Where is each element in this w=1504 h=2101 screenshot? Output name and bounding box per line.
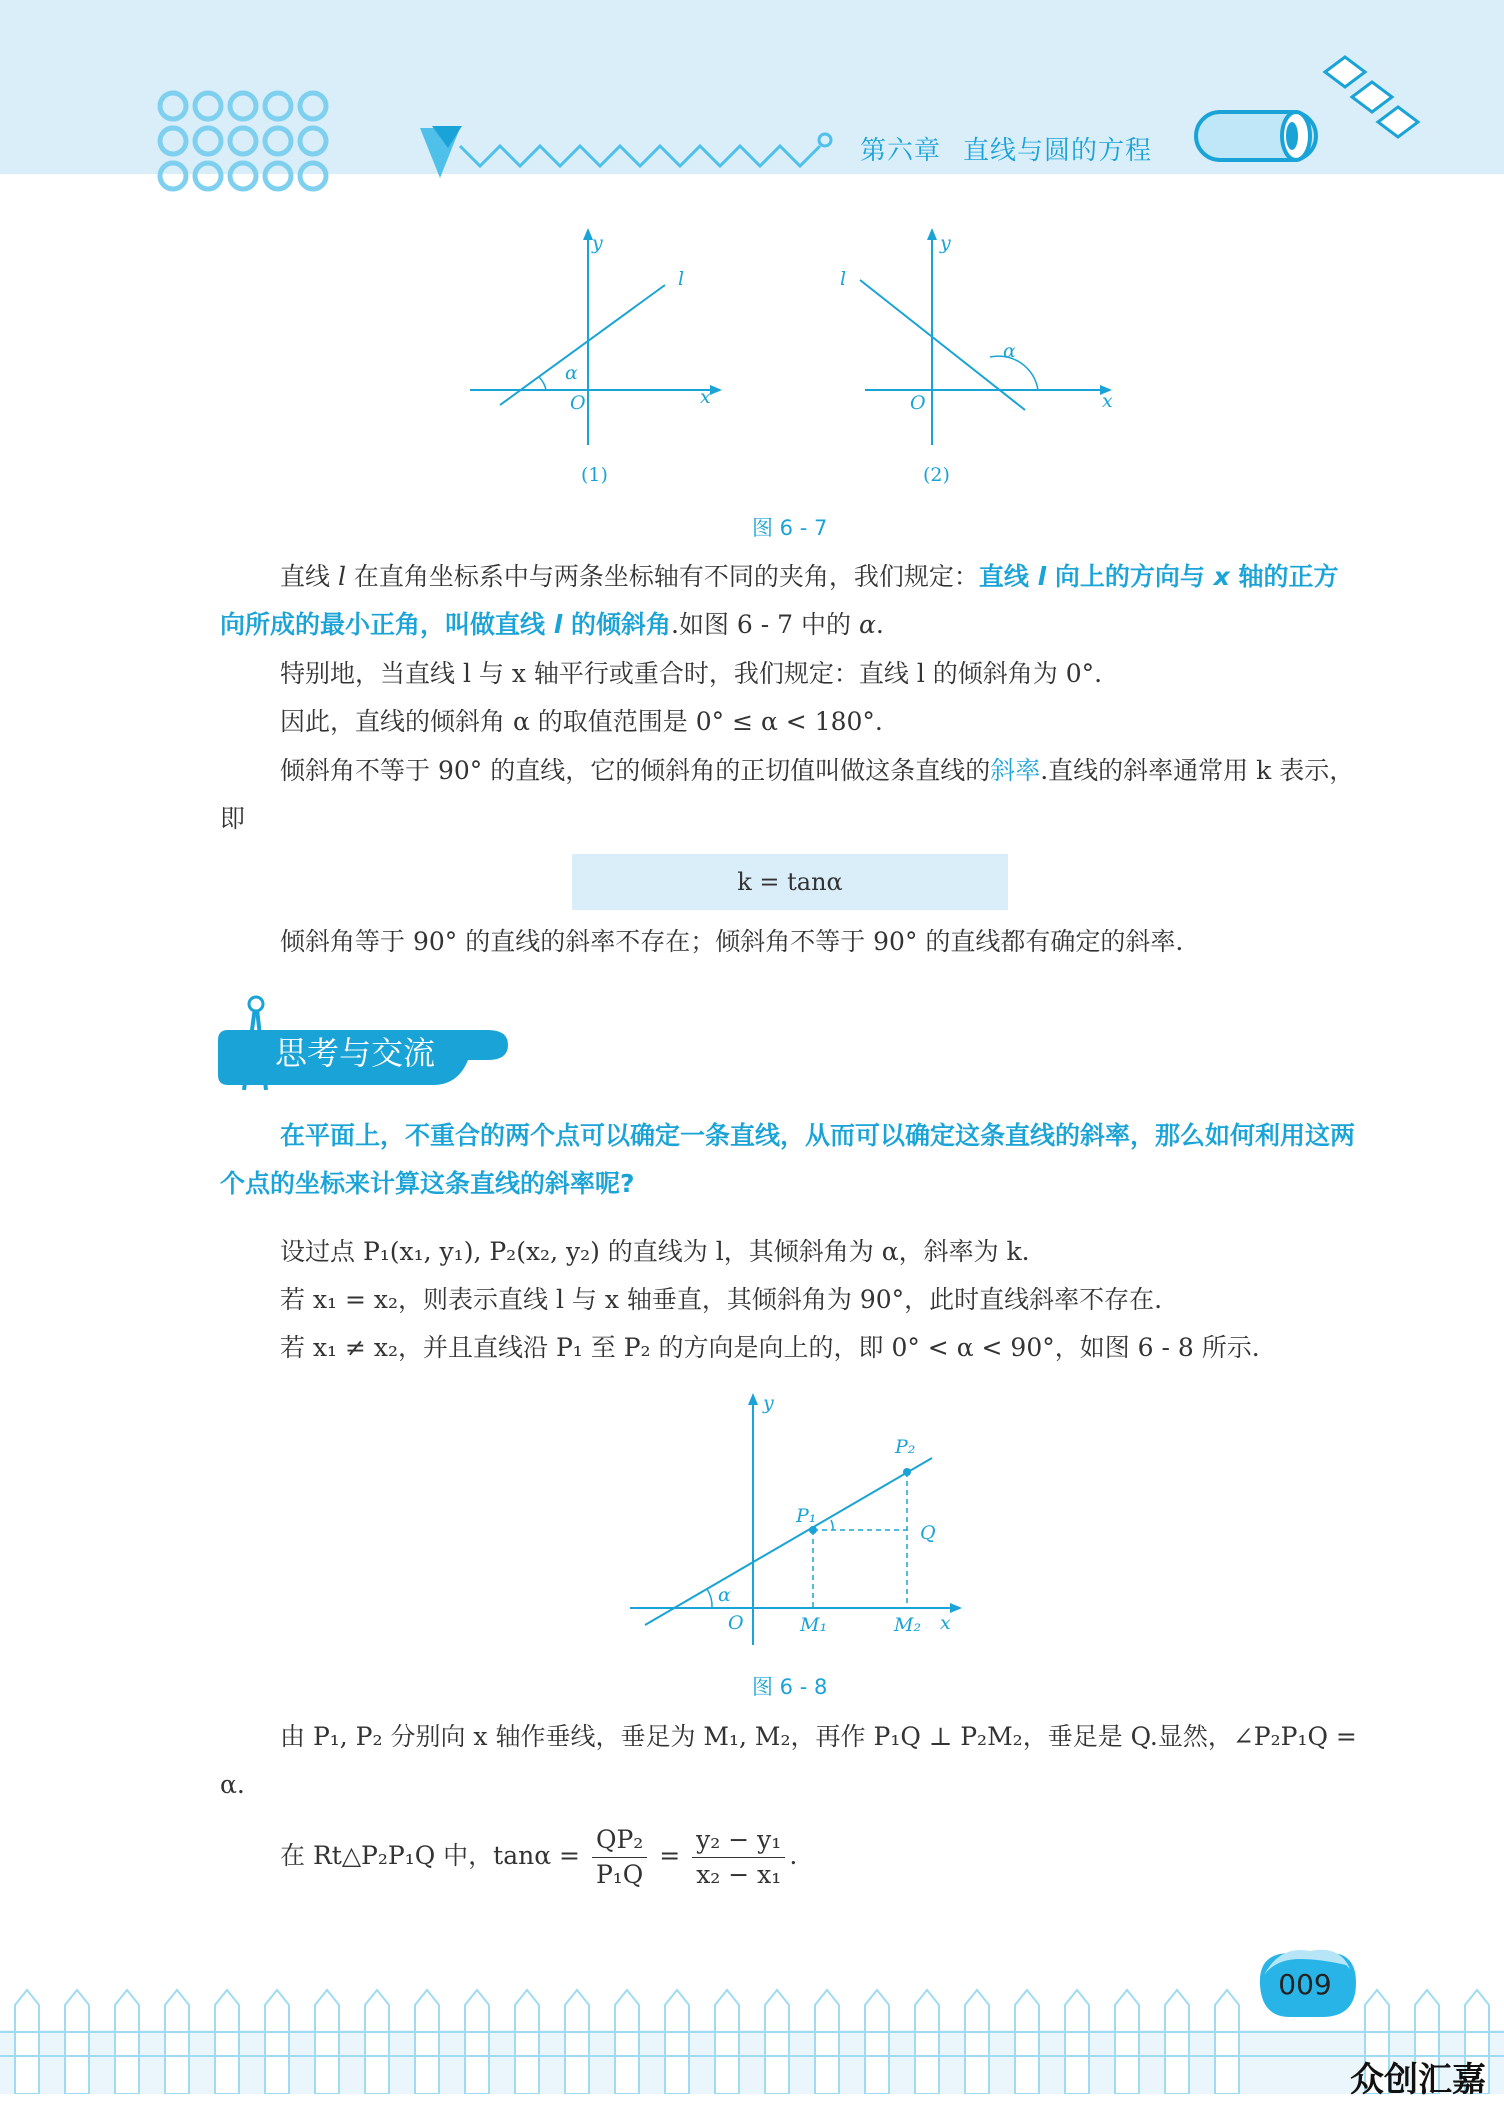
cubes-decoration xyxy=(1320,52,1430,162)
paragraph-upward-case: 若 x₁ ≠ x₂，并且直线沿 P₁ 至 P₂ 的方向是向上的，即 0° < α < 90°，如图 6 - 8 所示. xyxy=(280,1333,1260,1362)
fraction-dy-dx: $\frac{\text{y₂ − y₁}}{\text{x₂ − x₁}}$ xyxy=(692,1823,785,1892)
paragraph-definition: 直线 l 在直角坐标系中与两条坐标轴有不同的夹角，我们规定：直线 l 向上的方向与 x 轴的正方向所成的最小正角，叫做直线 l 的倾斜角.如图 6 - 7 中的 α. xyxy=(220,562,1339,639)
fig2-label-alpha: α xyxy=(1003,340,1016,362)
angle-arc-1 xyxy=(539,377,546,390)
fig2-label-x: x xyxy=(1102,390,1113,412)
fig8-label-p2: P₂ xyxy=(895,1436,916,1458)
fig8-label-alpha: α xyxy=(718,1584,731,1606)
chapter-heading xyxy=(860,130,1174,167)
watermark-text: 众创汇嘉 xyxy=(1350,2060,1486,2100)
tube-decoration xyxy=(1192,106,1327,166)
think-banner-title: 思考与交流 xyxy=(275,1034,436,1072)
figure-6-7-caption: 图 6 - 7 xyxy=(752,516,828,540)
fig2-label-y: y xyxy=(940,232,951,254)
fig8-label-m2: M₂ xyxy=(894,1614,922,1636)
figure-6-8 xyxy=(620,1390,970,1650)
fig1-label-y: y xyxy=(592,232,603,254)
fig1-label-x: x xyxy=(700,386,711,408)
paragraph-special-case: 特别地，当直线 l 与 x 轴平行或重合时，我们规定：直线 l 的倾斜角为 0°. xyxy=(280,659,1103,688)
page-number: 009 xyxy=(1278,1968,1332,2001)
fig1-label-o: O xyxy=(570,392,586,414)
header-dots-decoration xyxy=(155,88,335,198)
angle-arc-alpha xyxy=(707,1589,712,1608)
paragraph-tan-formula: 在 Rt△P₂P₁Q 中，tanα = $\frac{\text{QP₂}}{\text{P₁Q}}$ = $\frac{\text{y₂ − y₁}}{\text{x₂ − x₁}}$ . xyxy=(280,1820,1360,1892)
fig8-label-y: y xyxy=(763,1392,774,1414)
fig8-label-m1: M₁ xyxy=(800,1614,828,1636)
figure-6-8-caption: 图 6 - 8 xyxy=(752,1675,828,1699)
paragraph-vertical-case: 若 x₁ = x₂，则表示直线 l 与 x 轴垂直，其倾斜角为 90°，此时直线斜率不存在. xyxy=(280,1285,1163,1314)
fig2-sub-caption: (2) xyxy=(923,464,950,486)
fig1-sub-caption: (1) xyxy=(581,464,608,486)
chapter-label: 第六章 xyxy=(860,136,942,166)
paragraph-setup: 设过点 P₁(x₁, y₁), P₂(x₂, y₂) 的直线为 l，其倾斜角为 α，斜率为 k. xyxy=(280,1237,1030,1266)
fig8-label-q: Q xyxy=(920,1522,936,1544)
fig8-label-o: O xyxy=(728,1612,744,1634)
header-zigzag-decoration xyxy=(420,118,840,188)
think-question: 在平面上，不重合的两个点可以确定一条直线，从而可以确定这条直线的斜率，那么如何利用这两个点的坐标来计算这条直线的斜率呢? xyxy=(220,1121,1356,1198)
paragraph-slope-existence: 倾斜角等于 90° 的直线的斜率不存在；倾斜角不等于 90° 的直线都有确定的斜率. xyxy=(280,927,1184,956)
angle-arc-p1 xyxy=(831,1520,833,1530)
fig8-label-x: x xyxy=(940,1612,951,1634)
paragraph-range: 因此，直线的倾斜角 α 的取值范围是 0° ≤ α < 180°. xyxy=(280,707,883,736)
line-l-1 xyxy=(500,285,665,405)
chapter-title: 直线与圆的方程 xyxy=(963,136,1153,166)
fig8-label-p1: P₁ xyxy=(796,1505,817,1527)
slope-formula: k = tanα xyxy=(572,854,1008,910)
fig2-label-l: l xyxy=(840,268,847,290)
fraction-qp2-p1q: $\frac{\text{QP₂}}{\text{P₁Q}}$ xyxy=(592,1823,647,1892)
fig2-label-o: O xyxy=(910,392,926,414)
figure-6-7-panel-2 xyxy=(860,228,1112,445)
fig1-label-alpha: α xyxy=(565,362,578,384)
figure-6-7-panel-1 xyxy=(470,228,722,445)
paragraph-perpendiculars: 由 P₁, P₂ 分别向 x 轴作垂线，垂足为 M₁, M₂，再作 P₁Q ⊥ P₂M₂，垂足是 Q.显然，∠P₂P₁Q = α. xyxy=(220,1722,1357,1799)
paragraph-slope-def: 倾斜角不等于 90° 的直线，它的倾斜角的正切值叫做这条直线的斜率.直线的斜率通常用 k 表示，即 xyxy=(220,756,1355,833)
fig1-label-l: l xyxy=(678,268,685,290)
line-p1p2 xyxy=(645,1458,932,1625)
figure-6-7 xyxy=(460,225,1120,465)
